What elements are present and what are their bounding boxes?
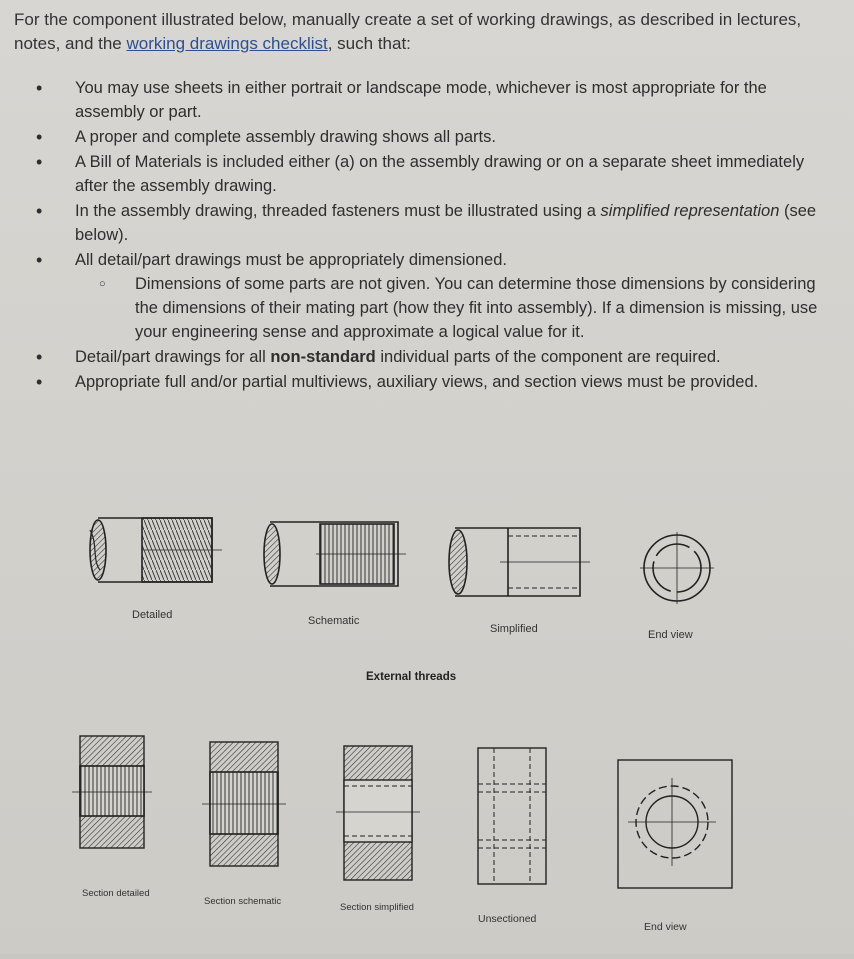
section-detailed-drawing (72, 736, 152, 848)
thread-figure-svg (0, 500, 854, 954)
label-unsectioned: Unsectioned (478, 913, 537, 925)
thread-representations-figure (0, 500, 854, 954)
label-section-detailed: Section detailed (82, 888, 150, 899)
section-schematic-drawing (202, 742, 286, 866)
label-section-simplified: Section simplified (340, 902, 414, 913)
intro-text-end: , such that: (327, 34, 411, 53)
intro-text: For the component illustrated below, manually create a set of working drawings, as described in lectures, notes, and the (14, 10, 802, 53)
figure-title: External threads (366, 671, 457, 683)
detailed-thread-drawing (90, 518, 222, 582)
list-item: • In the assembly drawing, threaded fasteners must be illustrated using a simplified representation (see below). (30, 199, 820, 247)
list-item: • You may use sheets in either portrait or landscape mode, whichever is most appropriate for the assembly or part. (30, 76, 820, 124)
end-view-drawing (640, 532, 714, 604)
intro-paragraph (14, 8, 844, 56)
list-item: • A Bill of Materials is included either (a) on the assembly drawing or on a separate sheet immediately after the assembly drawing. (30, 150, 820, 198)
sub-list (75, 272, 820, 344)
requirements-list (30, 76, 820, 395)
list-item: • Detail/part drawings for all non-standard individual parts of the component are required. (30, 345, 820, 369)
label-detailed: Detailed (132, 609, 173, 621)
list-item: • Appropriate full and/or partial multiviews, auxiliary views, and section views must be provided. (30, 370, 820, 394)
label-section-schematic: Section schematic (204, 896, 282, 907)
end-view-section-drawing (618, 760, 732, 888)
list-item: • All detail/part drawings must be appropriately dimensioned. ○ Dimensions of some parts are not given. You can determine those dimensions by considering the dimensions of their mating part (how they fit into assembly). If a dimension is missing, use your engineering sense and approximate a logical value for it. (30, 248, 820, 344)
working-drawings-checklist-link[interactable]: working drawings checklist (126, 34, 328, 53)
section-simplified-drawing (336, 746, 420, 880)
label-end-view: End view (648, 629, 693, 641)
sub-list-item: ○ Dimensions of some parts are not given. You can determine those dimensions by considering the dimensions of their mating part (how they fit into assembly). If a dimension is missing, use your engineering sense and approximate a logical value for it. (75, 272, 820, 344)
unsectioned-drawing (478, 748, 546, 884)
label-schematic: Schematic (308, 615, 360, 627)
schematic-thread-drawing (264, 522, 406, 586)
label-end-view-bottom: End view (644, 921, 687, 933)
label-simplified: Simplified (490, 623, 538, 635)
list-item: • A proper and complete assembly drawing shows all parts. (30, 125, 820, 149)
simplified-thread-drawing (449, 528, 590, 596)
